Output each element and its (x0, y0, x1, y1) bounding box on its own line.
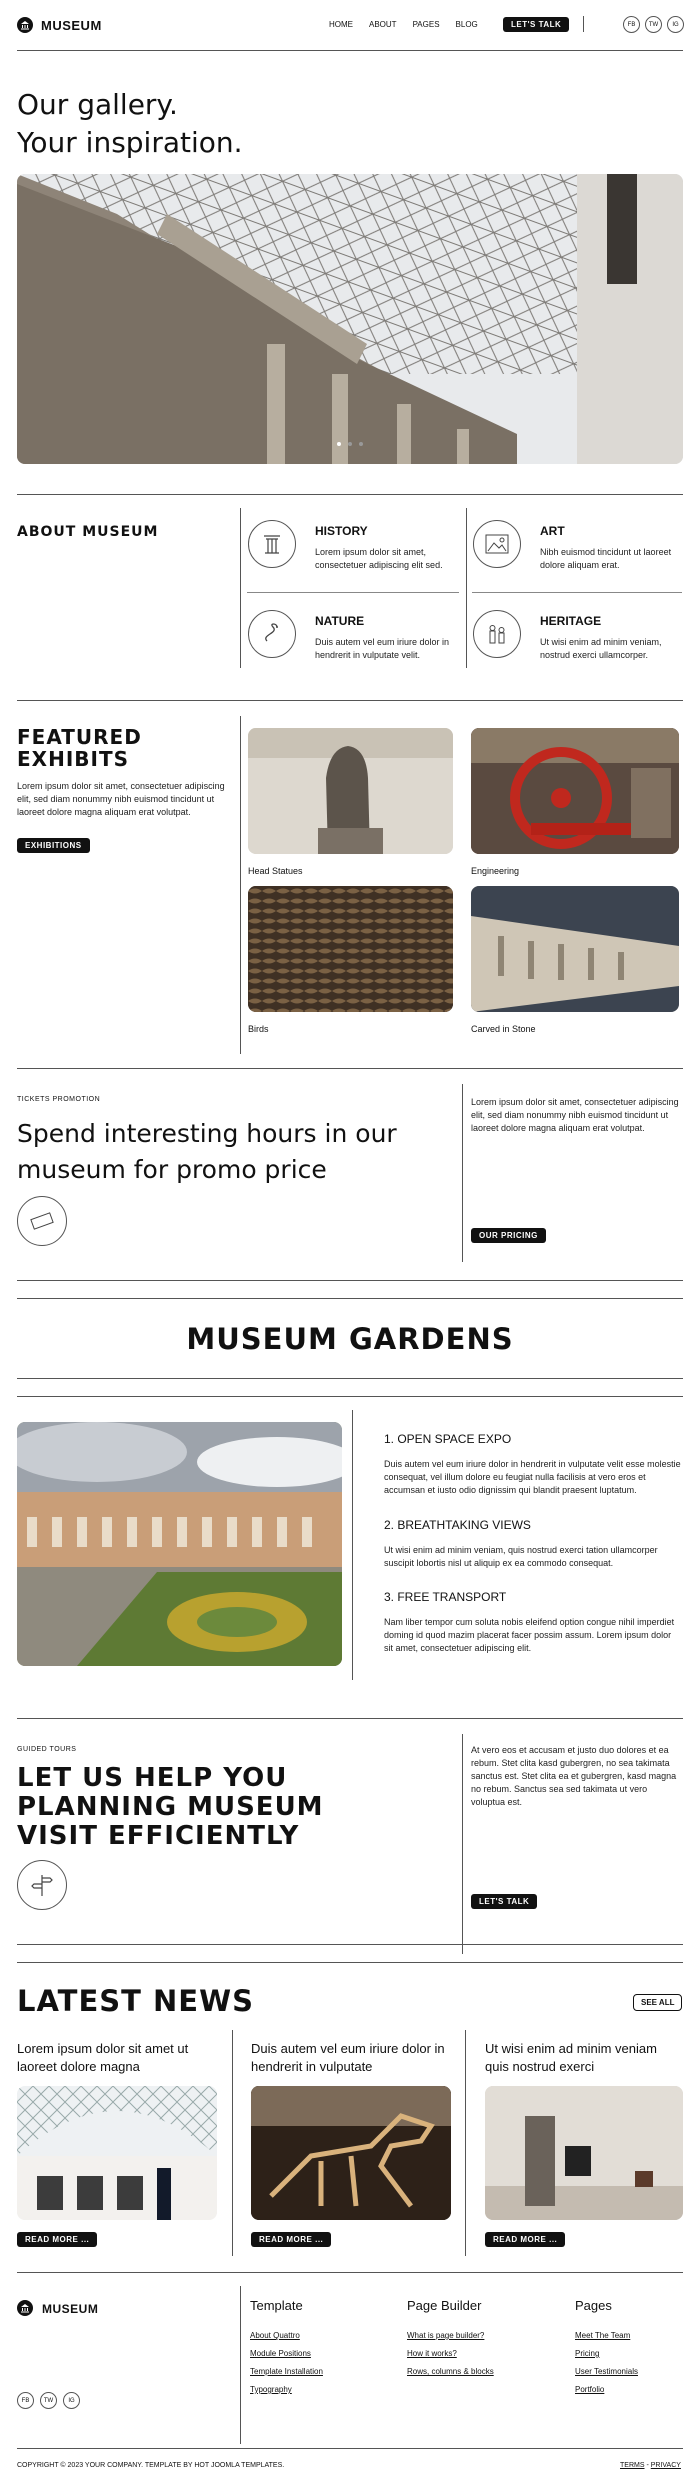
news-image-2[interactable] (251, 2086, 451, 2220)
snake-icon (248, 610, 296, 658)
footer-link[interactable]: Typography (250, 2385, 292, 2394)
footer-link[interactable]: What is page builder? (407, 2331, 485, 2340)
read-more-button[interactable]: READ MORE ... (17, 2232, 97, 2247)
footer-logo-icon[interactable] (17, 2300, 33, 2316)
news-item-title[interactable]: Lorem ipsum dolor sit amet ut laoreet dolore magna (17, 2041, 189, 2074)
garden-item-3: 3. FREE TRANSPORT Nam liber tempor cum soluta nobis eleifend option congue nihil imperdiet doming id quod mazim placerat facer possim assum. Lorem ipsum dolor sit amet, consectetuer adipiscing elit. (384, 1590, 675, 1653)
tours-eyebrow: GUIDED TOURS (17, 1746, 77, 1753)
exhibit-image-engineering[interactable] (471, 728, 679, 854)
hero-title: Our gallery. Your inspiration. (17, 88, 243, 159)
logo-text[interactable]: MUSEUM (41, 18, 102, 33)
section-rule (17, 1378, 683, 1379)
hero-image (17, 174, 683, 464)
news-divider-1 (232, 2030, 233, 2256)
facebook-icon[interactable]: FB (623, 16, 640, 33)
footer-instagram-icon[interactable]: IG (63, 2392, 80, 2409)
picture-icon (473, 520, 521, 568)
signpost-icon (17, 1860, 67, 1910)
exhibit-label: Engineering (471, 866, 520, 876)
news-image-1[interactable] (17, 2086, 217, 2220)
tickets-divider (462, 1084, 463, 1262)
footer-rule (17, 2448, 683, 2449)
footer-col-page-builder: Page Builder What is page builder? How it works? Rows, columns & blocks (407, 2298, 557, 2376)
garden-item-2: 2. BREATHTAKING VIEWS Ut wisi enim ad minim veniam, quis nostrud exerci tation ullamcorper suscipit lobortis nisl ut aliquip ex ea commodo consequat. (384, 1518, 658, 1568)
footer-link[interactable]: About Quattro (250, 2331, 300, 2340)
terms-link[interactable]: TERMS (620, 2462, 645, 2469)
section-rule (17, 1396, 683, 1397)
footer-link[interactable]: Portfolio (575, 2385, 605, 2394)
ticket-icon (17, 1196, 67, 1246)
footer-link[interactable]: How it works? (407, 2349, 457, 2358)
about-item-art: ART Nibh euismod tincidunt ut laoreet dolore aliquam erat. (540, 524, 682, 572)
legal-links: TERMS - PRIVACY (620, 2462, 681, 2469)
twitter-icon[interactable]: TW (645, 16, 662, 33)
nav-pages[interactable]: PAGES (412, 20, 440, 29)
copyright-text: COPYRIGHT © 2023 YOUR COMPANY. TEMPLATE BY HOT JOOMLA TEMPLATES. (17, 2462, 285, 2469)
gardens-divider (352, 1410, 353, 1680)
news-item-title[interactable]: Ut wisi enim ad minim veniam quis nostrud exerci (485, 2041, 657, 2074)
about-item-nature: NATURE Duis autem vel eum iriure dolor in hendrerit in vulputate velit. (315, 614, 460, 662)
section-rule (17, 1280, 683, 1281)
exhibit-label: Carved in Stone (471, 1024, 536, 1034)
about-divider-1 (240, 508, 241, 668)
footer-col-pages: Pages Meet The Team Pricing User Testimonials Portfolio (575, 2298, 685, 2394)
news-title: LATEST NEWS (17, 1984, 254, 2018)
section-rule (17, 2272, 683, 2273)
figurines-icon (473, 610, 521, 658)
about-row-rule (247, 592, 459, 593)
our-pricing-button[interactable]: OUR PRICING (471, 1228, 546, 1243)
tours-text: At vero eos et accusam et justo duo dolores et ea rebum. Stet clita kasd gubergren, no sea takimata sanctus est. Stet clita ea et gubergren, kasd magna no rebum. Sanctus sea sed takimata ut vero voluptua est. (471, 1745, 677, 1807)
nav-about[interactable]: ABOUT (369, 20, 397, 29)
instagram-icon[interactable]: IG (667, 16, 684, 33)
footer-link[interactable]: Template Installation (250, 2367, 323, 2376)
section-rule (17, 1068, 683, 1069)
section-rule (17, 1298, 683, 1299)
read-more-button[interactable]: READ MORE ... (251, 2232, 331, 2247)
nav-home[interactable]: HOME (329, 20, 353, 29)
about-item-history: HISTORY Lorem ipsum dolor sit amet, consectetuer adipiscing elit sed. (315, 524, 460, 572)
section-rule (17, 1718, 683, 1719)
footer-link[interactable]: Pricing (575, 2349, 600, 2358)
read-more-button[interactable]: READ MORE ... (485, 2232, 565, 2247)
footer-link[interactable]: Rows, columns & blocks (407, 2367, 494, 2376)
footer-facebook-icon[interactable]: FB (17, 2392, 34, 2409)
footer-logo-text[interactable]: MUSEUM (42, 2302, 99, 2316)
featured-divider (240, 716, 241, 1054)
footer-link[interactable]: Module Positions (250, 2349, 311, 2358)
tickets-eyebrow: TICKETS PROMOTION (17, 1096, 101, 1103)
header-rule (17, 50, 683, 51)
about-row-rule-2 (472, 592, 682, 593)
about-divider-2 (466, 508, 467, 668)
nav-blog[interactable]: BLOG (455, 20, 478, 29)
gardens-title: MUSEUM GARDENS (186, 1322, 514, 1356)
section-rule (17, 494, 683, 495)
site-header (17, 14, 683, 36)
section-rule (17, 1944, 683, 1945)
history-title: HISTORY (315, 524, 368, 538)
footer-twitter-icon[interactable]: TW (40, 2392, 57, 2409)
section-rule (17, 1962, 683, 1963)
featured-text: Lorem ipsum dolor sit amet, consectetuer adipiscing elit, sed diam nonummy nibh euismod tincidunt ut laoreet dolore magna aliquam erat volutpat. (17, 781, 225, 817)
see-all-button[interactable]: SEE ALL (633, 1994, 682, 2011)
lets-talk-button[interactable]: LET'S TALK (503, 17, 569, 32)
privacy-link[interactable]: PRIVACY (650, 2462, 681, 2469)
exhibit-image-carved-in-stone[interactable] (471, 886, 679, 1012)
gardens-image (17, 1422, 342, 1666)
news-image-3[interactable] (485, 2086, 683, 2220)
about-title: ABOUT MUSEUM (17, 524, 159, 540)
tickets-text: Lorem ipsum dolor sit amet, consectetuer adipiscing elit, sed diam nonummy nibh euismod tincidunt ut laoreet dolore magna aliquam erat volutpat. (471, 1097, 679, 1133)
main-nav (329, 20, 478, 29)
exhibit-image-birds[interactable] (248, 886, 453, 1012)
footer-col-template: Template About Quattro Module Positions Template Installation Typography (250, 2298, 390, 2394)
tickets-title: Spend interesting hours in our museum for promo price (17, 1119, 397, 1184)
about-item-heritage: HERITAGE Ut wisi enim ad minim veniam, nostrud exerci ullamcorper. (540, 614, 682, 662)
tours-divider (462, 1734, 463, 1954)
exhibitions-button[interactable]: EXHIBITIONS (17, 838, 90, 853)
tours-lets-talk-button[interactable]: LET'S TALK (471, 1894, 537, 1909)
news-divider-2 (465, 2030, 466, 2256)
column-icon (248, 520, 296, 568)
nature-title: NATURE (315, 614, 365, 628)
garden-item-1: 1. OPEN SPACE EXPO Duis autem vel eum iriure dolor in hendrerit in vulputate velit esse molestie consequat, vel illum dolore eu feugiat nulla facilisis at vero eros et accumsan et iusto odio dignissim qui blandit praesent luptatum. (384, 1432, 681, 1495)
featured-title: FEATURED EXHIBITS (17, 725, 142, 771)
footer-divider (240, 2286, 241, 2444)
logo-icon[interactable] (17, 17, 33, 33)
section-rule (17, 700, 683, 701)
footer-link[interactable]: Meet The Team (575, 2331, 631, 2340)
footer-link[interactable]: User Testimonials (575, 2367, 638, 2376)
exhibit-image-head-statues[interactable] (248, 728, 453, 854)
news-item-title[interactable]: Duis autem vel eum iriure dolor in hendrerit in vulputate (251, 2041, 445, 2074)
exhibit-label: Birds (248, 1024, 269, 1034)
exhibit-label: Head Statues (248, 866, 303, 876)
heritage-title: HERITAGE (540, 614, 602, 628)
tours-title: LET US HELP YOU PLANNING MUSEUM VISIT EFFICIENTLY (17, 1763, 324, 1851)
art-title: ART (540, 524, 565, 538)
header-divider (583, 16, 584, 32)
